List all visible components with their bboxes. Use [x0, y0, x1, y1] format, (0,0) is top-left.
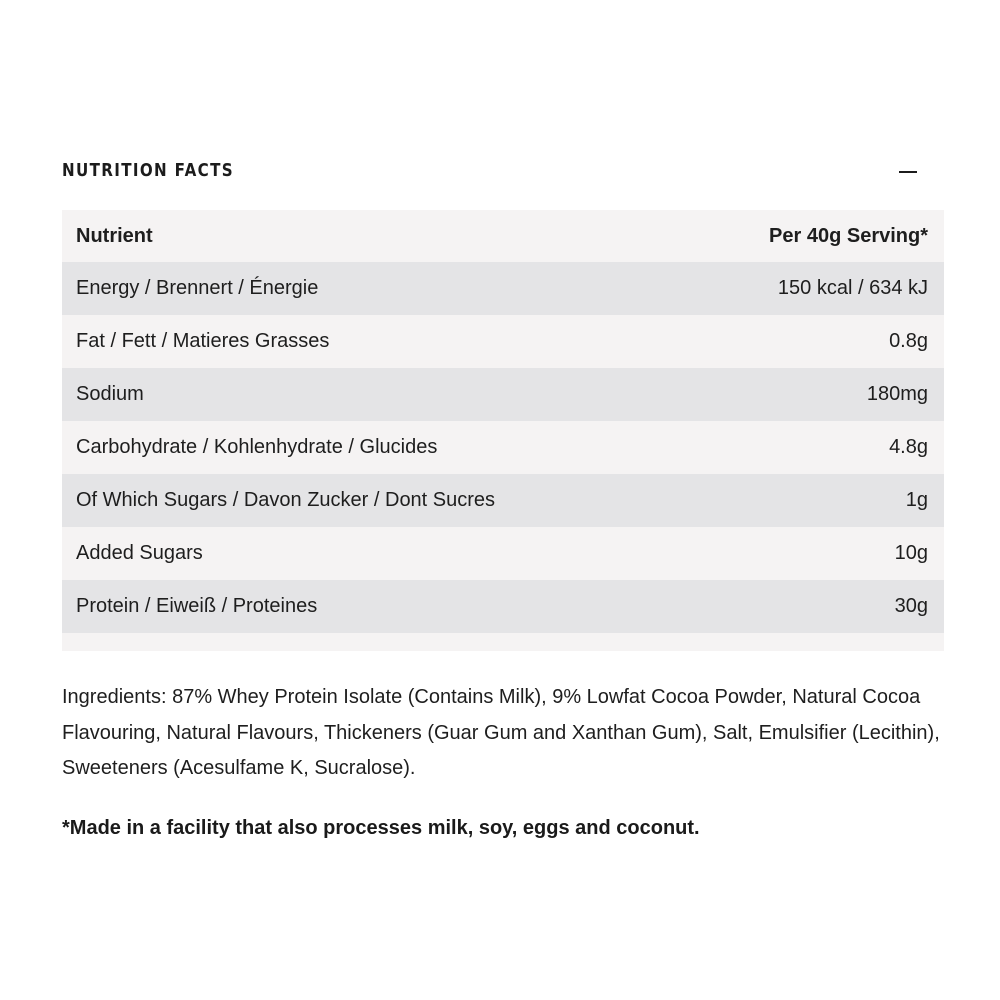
header-nutrient: Nutrient: [76, 224, 153, 247]
table-row: [62, 474, 944, 527]
nutrient-name: Fat / Fett / Matieres Grasses: [76, 330, 330, 352]
nutrient-name: Added Sugars: [76, 542, 203, 564]
nutrient-name: Protein / Eiweiß / Proteines: [76, 595, 318, 617]
nutrient-name: Carbohydrate / Kohlenhydrate / Glucides: [76, 436, 438, 458]
nutrient-value: 4.8g: [889, 436, 928, 458]
table-row: [62, 368, 944, 421]
nutrient-name: Energy / Brennert / Énergie: [76, 277, 319, 299]
nutrient-value: 150 kcal / 634 kJ: [777, 277, 928, 299]
facility-note: *Made in a facility that also processes milk, soy, eggs and coconut.: [62, 817, 700, 839]
section-title: NUTRITION FACTS: [62, 160, 234, 181]
nutrient-value: 10g: [894, 542, 928, 564]
table-footer: [62, 633, 944, 651]
table-row: [62, 421, 944, 474]
minus-icon: [899, 171, 917, 173]
header-serving: Per 40g Serving*: [769, 224, 928, 247]
table-header-row: [62, 210, 944, 262]
table-row: [62, 315, 944, 368]
nutrient-value: 0.8g: [889, 330, 928, 352]
nutrient-value: 1g: [905, 489, 928, 511]
nutrient-name: Of Which Sugars / Davon Zucker / Dont Sucres: [76, 489, 496, 511]
nutrient-name: Sodium: [76, 383, 144, 405]
table-row: [62, 580, 944, 633]
nutrient-value: 30g: [894, 595, 928, 617]
nutrition-facts-header: [62, 150, 944, 194]
nutrient-value: 180mg: [866, 383, 928, 405]
collapse-toggle-button[interactable]: [896, 158, 920, 182]
nutrition-table: [62, 210, 944, 651]
table-row: [62, 527, 944, 580]
table-row: [62, 262, 944, 315]
ingredients-text: Ingredients: 87% Whey Protein Isolate (Contains Milk), 9% Lowfat Cocoa Powder, Natural Cocoa Flavouring, Natural Flavours, Thickeners (Guar Gum and Xanthan Gum), Salt, Emulsifier (Lecithin), Sweeteners (Acesulfame K, Sucralose).: [62, 686, 940, 779]
